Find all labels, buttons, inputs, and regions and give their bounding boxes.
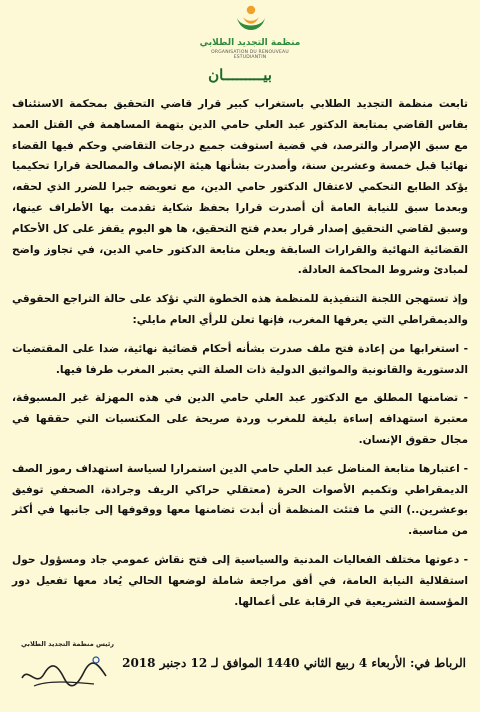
point-2: - تضامنها المطلق مع الدكتور عبد العلي حامي الدين في هذه المهزلة غير المسبوقة، معتبرة استهدافه إساءة بليغة للمغرب وردة صريحة على المكتسبات التي حققها في مجال حقوق الإنسان. [12,392,468,446]
point-1: - استغرابها من إعادة فتح ملف صدرت بشأنه أحكام قضائية نهائية، ضدا على المقتضيات الدستورية والقانونية والمواثيق الدولية ذات الصلة التي يعتبر المغرب طرفا فيها. [12,342,468,376]
point-3: - اعتبارها متابعة المناضل عبد العلي حامي الدين استمرارا لسياسة استهداف رموز الصف الديمقراطي وتكميم الأصوات الحرة (معتقلي حراكي الريف وجرادة، الصحفي توفيق بوعشرين..) التي ما فتئت المنظمة أن أبدت تضامنها معها ووقوفها إلى جانبها في أكثر من مناسبة. [12,462,468,538]
statement-body [12,94,468,612]
date-line: الرباط في: الأربعاء 4 ربيع الثاني 1440 الموافق لـ 12 دجنبر 2018 [122,656,466,670]
logo-figure-icon [231,4,271,38]
handwritten-signature-icon [14,648,114,698]
point-4: - دعوتها مختلف الفعاليات المدنية والسياسية إلى فتح نقاش عمومي جاد ومسؤول حول استقلالية النيابة العامة، في أفق مراجعة شاملة لوضعها الحالي يُعاد معها تفعيل دور المؤسسة التشريعية في الرقابة على أعمالها. [12,553,468,608]
declaration-paragraph: وإذ تستهجن اللجنة التنفيذية للمنظمة هذه الخطوة التي تؤكد على حالة التراجع الحقوقي والديمقراطي التي يعرفها المغرب، فإنها تعلن للرأي العام مايلي: [12,293,468,326]
logo-name: منظمة التجديد الطلابي [199,38,301,48]
logo-subtitle: ORGANISATION DU RENOUVEAU ESTUDIANTIN [211,50,289,60]
signature-title: رئيس منظمة التجديد الطلابي [20,640,114,648]
page-title: بيـــــــــان [208,66,272,84]
organization-logo [195,4,305,60]
signature-block [14,640,124,700]
intro-paragraph: تابعت منظمة التجديد الطلابي باستغراب كبير قرار قاضي التحقيق بمحكمة الاستئناف بفاس القاضي بمتابعة الدكتور عبد العلي حامي الدين بتهمة المساهمة في القتل العمد مع سبق الإصرار والترصد، في قضية استوفت جميع درجات التقاضي وحكم فيها القضاء نهائيا قبل خمسة وعشرين سنة، وأصدرت بشأنها هيئة الإنصاف والمصالحة قرارا تحكيميا يؤكد الطابع التحكمي لاعتقال الدكتور حامي الدين، مع تعويضه جبرا للضرر الذي لحقه، وبعدما سبق للنيابة العامة أن أصدرت قرارا بحفظ شكاية تقدمت بها الأطراف عينها، وسبق لقاضي التحقيق إصدار قرار بعدم فتح التحقيق، ها هو اليوم يقفز على كل الأحكام القضائية النهائية والقرارات السابقة ويعلن متابعة الدكتور حامي الدين، في تجاوز واضح لمبادئ وشروط المحاكمة العادلة. [12,98,468,277]
